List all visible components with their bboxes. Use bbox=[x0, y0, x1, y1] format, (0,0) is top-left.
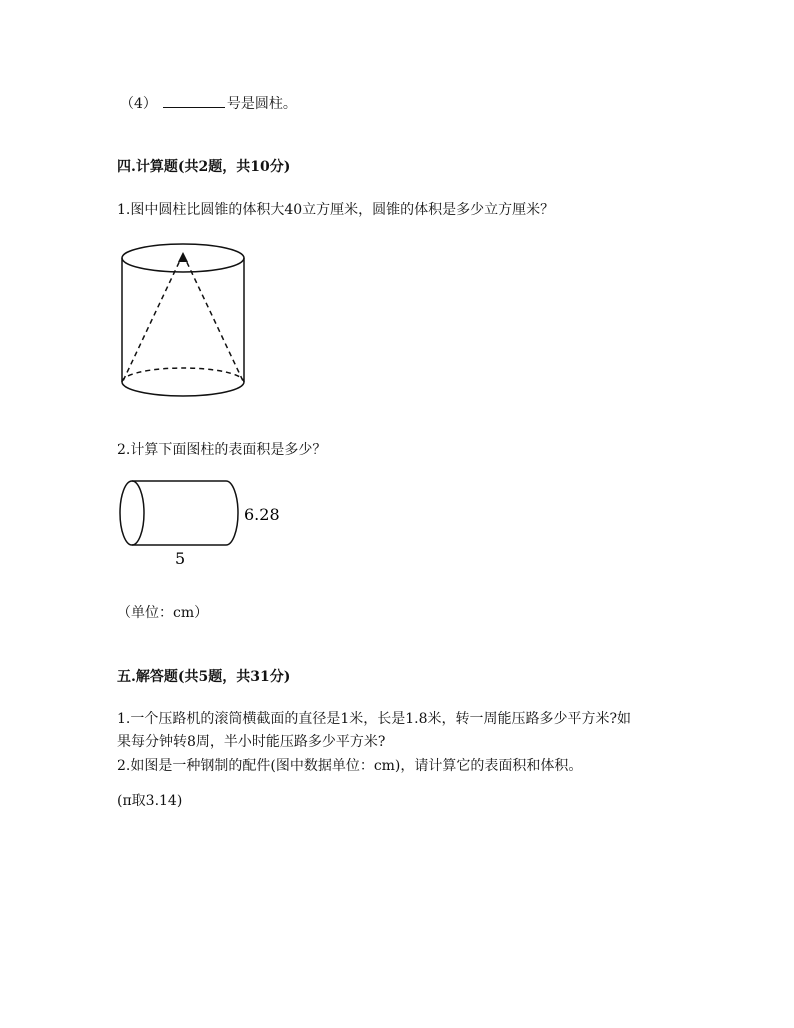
section-5-title: 五.解答题(共5题，共31分) bbox=[117, 669, 291, 685]
section-5-question-1-line-2: 果每分钟转8周，半小时能压路多少平方米? bbox=[117, 734, 386, 750]
question-4-line bbox=[120, 93, 297, 114]
horizontal-cylinder-figure bbox=[118, 478, 288, 573]
question-4-suffix: 号是圆柱。 bbox=[226, 96, 297, 112]
height-label: 6.28 bbox=[244, 505, 280, 524]
unit-note: （单位：cm） bbox=[117, 605, 209, 621]
question-4-prefix: （4） bbox=[120, 96, 157, 112]
pi-note: (π取3.14) bbox=[117, 793, 183, 809]
cylinder-cone-figure bbox=[118, 242, 248, 402]
section-4-title: 四.计算题(共2题，共10分) bbox=[117, 159, 291, 175]
section-5-question-2: 2.如图是一种钢制的配件(图中数据单位：cm)，请计算它的表面积和体积。 bbox=[117, 758, 583, 774]
section-4-question-2: 2.计算下面图柱的表面积是多少？ bbox=[117, 442, 327, 458]
section-5-question-1-line-1: 1.一个压路机的滚筒横截面的直径是1米，长是1.8米，转一周能压路多少平方米?如 bbox=[117, 711, 632, 727]
section-4-question-1: 1.图中圆柱比圆锥的体积大40立方厘米，圆锥的体积是多少立方厘米？ bbox=[117, 202, 555, 218]
answer-blank[interactable] bbox=[163, 93, 225, 108]
length-label: 5 bbox=[175, 549, 186, 568]
